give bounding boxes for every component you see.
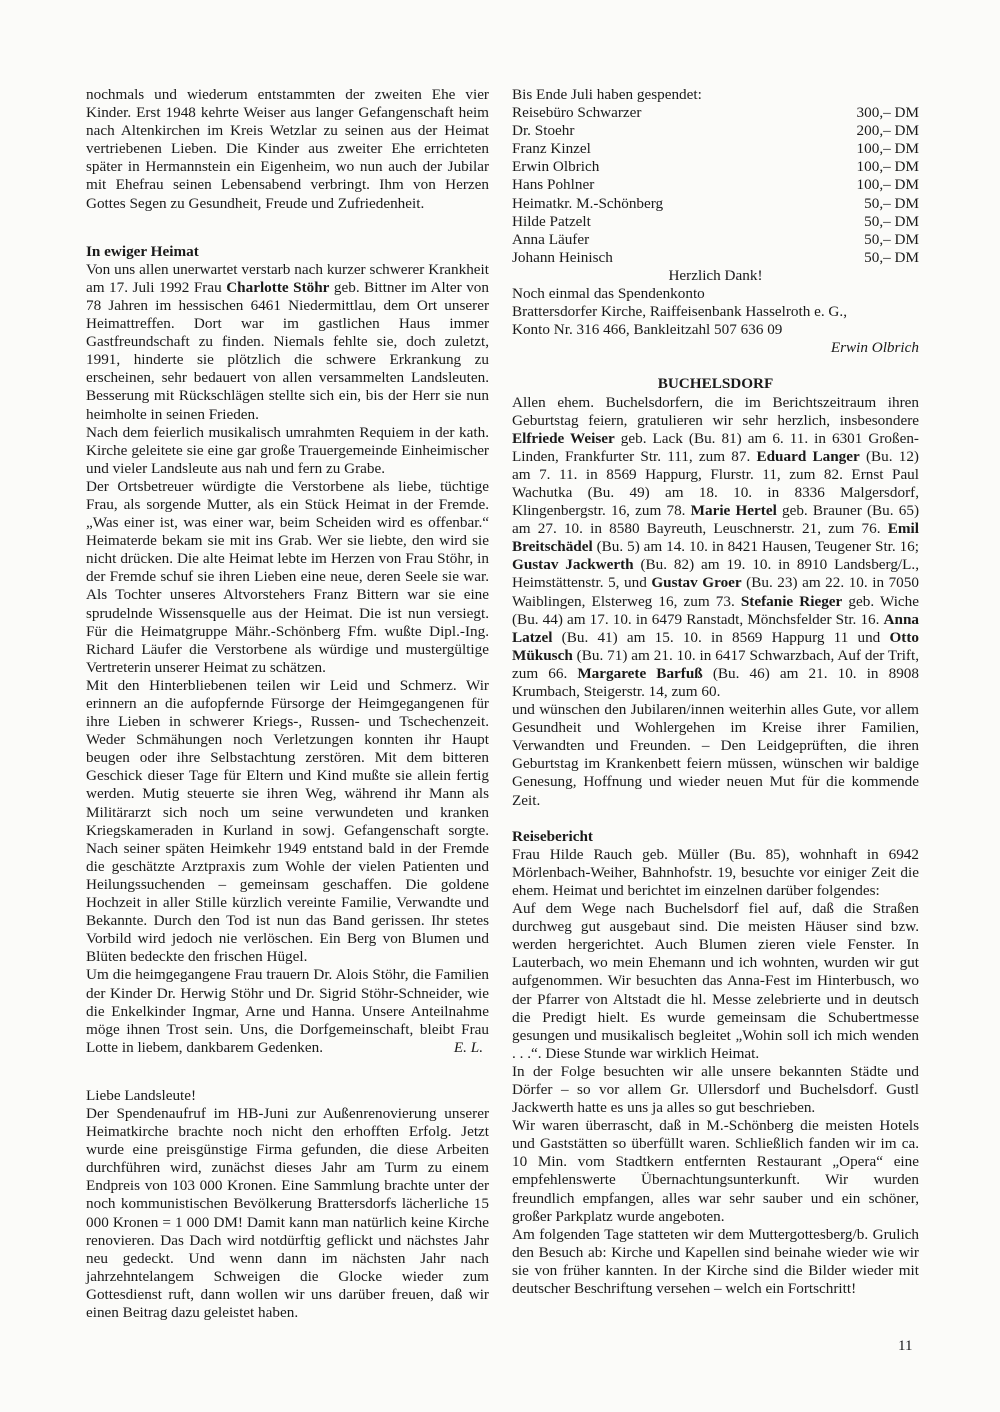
- account-line-2: Brattersdorfer Kirche, Raiffeisenbank Hasselroth e. G.,: [512, 303, 847, 321]
- donor-amount: 200,– DM: [856, 122, 919, 140]
- birthday-name: Otto Mükusch: [512, 628, 919, 664]
- donor-row: [512, 195, 919, 213]
- heading-reisebericht: Reisebericht: [512, 827, 593, 845]
- obituary-paragraph-3: Der Ortsbetreuer würdigte die Verstorbene als liebe, tüchtige Frau, als sorgende Mutter, als ein Stück Heimat in der Fremde. „Was einer ist, was einer war, beim Scheiden wird es offenbar.“ Heimaterde bekam sie mit ins Grab. Wer sie liebte, den wird sie nicht drücken. Die alte Heimat lebte im Herzen von Frau Stöhr, in der Fremde schuf sie ihren Lieben eine neue, deren Seele sie war. Als Tochter unseres Altvorstehers Franz Bittern war sie eine sprudelnde Wissensquelle aus der Heimat. Die ist nun versiegt. Für die Heimatgruppe Mähr.-Schönberg Ffm. wußte Dipl.-Ing. Richard Läufer die Verstorbene als würdige und mustergültige Vertreterin unserer Heimat zu schätzen.: [86, 477, 489, 676]
- donation-appeal-paragraph: Der Spendenaufruf im HB-Juni zur Außenrenovierung unserer Heimatkirche brachte noch nicht den erhofften Erfolg. Jetzt wurde eine preisgünstige Firma gefunden, die diese Arbeiten durchführen wird, zunächst dieses Jahr am Turm zu einem Endpreis von 103 000 Kronen. Eine Sammlung brachte unter der noch kommunistischen Bevölkerung Brattersdorfs lächerliche 15 000 Kronen = 1 000 DM! Damit kann man natürlich keine Kirche renovieren. Das Dach wird notdürftig geflickt und nächstes Jahr neu gedeckt. Und wenn dann im nächsten Jahr nach jahrzehntelangem Schweigen die Glocke wieder zum Gottesdienst ruft, dann wollen wir uns darüber freuen, daß wir einen Beitrag dazu geleistet haben.: [86, 1104, 489, 1321]
- donor-row: [512, 140, 919, 158]
- donors-intro: Bis Ende Juli haben gespendet:: [512, 86, 702, 103]
- travel-paragraph-2: Auf dem Wege nach Buchelsdorf fiel auf, daß die Straßen durchweg gut ausgebaut sind. Die meisten Häuser sind bzw. werden hergerichtet. Auch Blumen zieren viele Fenster. In Lauterbach, wo mein Ehemann und ich wohnten, wurden wir gut aufgenommen. Wir besuchten das Anna-Fest im Hinterbusch, wo der Pfarrer von Altstadt die hl. Messe zelebrierte und in deutsch die Predigt hielt. Es wurde gemeinsam die Schubertmesse gesungen und musikalisch begleitet „Wohin soll ich mich wenden . . .“. Diese Stunde war wirklich Heimat.: [512, 900, 919, 1062]
- donor-row: [512, 158, 919, 176]
- intro-paragraph: nochmals und wiederum entstammten der zweiten Ehe vier Kinder. Erst 1948 kehrte Weiser aus langer Gefangenschaft heim nach Altenkirchen im Kreis Wetzlar zu seinen aus der Heimat vertriebenen Lieben. Die Kinder aus zweiter Ehe errichteten später in Hermannstein ein Eigenheim, wo nun auch der Jubilar mit Ehefrau seinen Lebensabend verbringt. Ihm von Herzen Gottes Segen zu Gesundheit, Freude und Zufriedenheit.: [86, 86, 489, 212]
- page-number: 11: [898, 1338, 913, 1354]
- donor-amount: 300,– DM: [856, 104, 919, 122]
- obituary-paragraph-1: Von uns allen unerwartet verstarb nach kurzer schwerer Krankheit am 17. Juli 1992 Frau Charlotte Stöhr geb. Bittner im Alter von 78 Jahren im hessischen 6461 Niedermittlau, dem Ort unserer Heimattreffen. Dort war im gastlichen Haus immer Gastfreundschaft zu finden. Niemals fehlte sie, doch zuletzt, 1991, hinderte sie plötzlich die schwere Erkrankung zu erscheinen, sehr bedauert von allen versammelten Landsleuten. Besserung mit Rückschlägen stellte sich ein, bis der Herr sie nun heimholte in seinen Frieden.: [86, 260, 489, 423]
- donor-list: [512, 104, 919, 267]
- travel-paragraph-1: Frau Hilde Rauch geb. Müller (Bu. 85), wohnhaft in 6942 Mörlenbach-Weiher, Bahnhofstr. 19, besuchte vor einiger Zeit die ehem. Heimat und berichtet im einzelnen darüber folgendes:: [512, 845, 919, 899]
- heading-in-ewiger-heimat: In ewiger Heimat: [86, 242, 199, 260]
- donor-row: [512, 122, 919, 140]
- name-charlotte-stoehr: Charlotte Stöhr: [226, 278, 330, 296]
- birthday-closing: und wünschen den Jubilaren/innen weiterhin alles Gute, vor allem Gesundheit und Wohlergehen im Kreise ihrer Familien, Verwandten und Freunden. – Den Leidgeprüften, die ihren Geburtstag im Krankenbett feiern müssen, wünschen wir baldige Genesung, Hoffnung und wieder neuen Mut für die kommende Zeit.: [512, 701, 919, 809]
- donor-name: Erwin Olbrich: [512, 158, 600, 176]
- donor-amount: 50,– DM: [864, 230, 919, 248]
- birthday-name: Emil Breitschädel: [512, 520, 919, 556]
- travel-paragraph-4: Wir waren überrascht, daß in M.-Schönberg die meisten Hotels und Gaststätten so überfüllt waren. Schließlich fanden wir im ca. 10 Min. vom Stadtkern entfernten Restaurant „Opera“ eine empfehlenswerte Übernachtungsunterkunft. Wir wurden freundlich empfangen, alles war sehr sauber und ein schöner, großer Parkplatz wurde angeboten.: [512, 1117, 919, 1225]
- donor-amount: 50,– DM: [864, 212, 919, 230]
- donor-row: [512, 249, 919, 267]
- obituary-paragraph-4: Mit den Hinterbliebenen teilen wir Leid und Schmerz. Wir erinnern an die aufopfernde Fürsorge der Heimgegangenen für ihre Lieben in schwerer Kriegs-, Russen- und Tschechenzeit. Weder Schmähungen noch Verletzungen konnten ihr Haupt beugen oder ihre Selbstachtung zerstören. Mit dem bitteren Geschick dieser Tage für Eltern und Kind mußte sie allein fertig werden. Mutig steuerte sie ihren Weg, während ihr Mann als Militärarzt sich noch um seine verwundeten und kranken Kriegskameraden in Kurland in sowj. Gefangenschaft sorgte. Nach seiner späten Heimkehr 1949 entstand bald in der Fremde die geschätzte Arztpraxis zum Wohle der vielen Patienten und Heilungssuchenden – gemeinsam geschaffen. Die goldene Hochzeit in aller Stille kürzlich vereinte Familie, Verwandte und Bekannte. Durch den Tod ist nun das Band gerissen. Ihr stetes Vorbild wird jedoch nie verlöschen. Ein Berg von Blumen und Blüten bedeckte den frischen Hügel.: [86, 676, 489, 966]
- birthday-name: Gustav Groer: [651, 574, 742, 592]
- travel-paragraph-5: Am folgenden Tage statteten wir dem Muttergottesberg/b. Grulich den Besuch ab: Kirche und Kapellen sind beinahe wieder wie wir sie von früher kannten. In der Kirche sind die Bilder wieder mit deutscher Beschriftung versehen – welch ein Fortschritt!: [512, 1225, 919, 1297]
- birthday-paragraph: Allen ehem. Buchelsdorfern, die im Berichtszeitraum ihren Geburtstag feiern, gratulieren wir sehr herzlich, insbesondere Elfriede Weiser geb. Lack (Bu. 81) am 6. 11. in 6301 Großen-Linden, Frankfurter Str. 111, zum 87. Eduard Langer (Bu. 12) am 7. 11. in 8569 Happurg, Flurstr. 11, zum 82. Ernst Paul Wachutka (Bu. 49) am 18. 10. in 8336 Malgersdorf, Klingenbergstr. 16, zum 78. Marie Hertel geb. Brauner (Bu. 65) am 27. 10. in 8580 Bayreuth, Leuschnerstr. 21, zum 76. Emil Breitschädel (Bu. 5) am 14. 10. in 8421 Hausen, Teugener Str. 16; Gustav Jackwerth (Bu. 82) am 19. 10. in 8910 Landsberg/L., Heimstättenstr. 5, und Gustav Groer (Bu. 23) am 22. 10. in 7050 Waiblingen, Elsterweg 16, zum 73. Stefanie Rieger geb. Wiche (Bu. 44) am 17. 10. in 6479 Ranstadt, Mönchsfelder Str. 16. Anna Latzel (Bu. 41) am 15. 10. in 8569 Happurg 11 und Otto Mükusch (Bu. 71) am 21. 10. in 6417 Schwarzbach, Auf der Trift, zum 66. Margarete Barfuß (Bu. 46) am 21. 10. in 8908 Krumbach, Steigerstr. 14, zum 60.: [512, 393, 920, 700]
- right-column: [512, 86, 919, 1298]
- donor-row: [512, 213, 919, 231]
- obituary-paragraph-2: Nach dem feierlich musikalisch umrahmten Requiem in der kath. Kirche geleitete sie eine gar große Trauergemeinde Einheimischer und vieler Landsleute aus nah und fern zu Grabe.: [86, 423, 489, 477]
- donor-name: Reisebüro Schwarzer: [512, 104, 642, 122]
- birthday-name: Marie Hertel: [690, 502, 777, 520]
- birthday-name: Stefanie Rieger: [740, 592, 843, 610]
- greeting: Liebe Landsleute!: [86, 1086, 197, 1104]
- donor-name: Anna Läufer: [512, 230, 590, 248]
- birthday-name: Eduard Langer: [756, 447, 860, 465]
- birthday-name: Gustav Jackwerth: [512, 556, 634, 574]
- donor-name: Franz Kinzel: [512, 140, 591, 158]
- donor-amount: 50,– DM: [864, 248, 919, 266]
- birthday-name: Elfriede Weiser: [512, 429, 615, 447]
- thanks-line: Herzlich Dank!: [668, 266, 763, 284]
- heading-buchelsdorf: BUCHELSDORF: [657, 375, 774, 393]
- birthday-name: Margarete Barfuß: [577, 664, 703, 682]
- obituary-paragraph-5: Um die heimgegangene Frau trauern Dr. Alois Stöhr, die Familien der Kinder Dr. Herwig Stöhr und Dr. Sigrid Stöhr-Schneider, wie die Enkelkinder Ingmar, Arne und Hanna. Unsere Anteilnahme möge ihnen Trost sein. Uns, die Dorfgemeinschaft, bleibt Frau Lotte in liebem, dankbarem Gedenken. E. L.: [86, 966, 489, 1056]
- donor-amount: 100,– DM: [856, 140, 919, 158]
- donor-amount: 50,– DM: [864, 194, 919, 212]
- signature-erwin-olbrich: Erwin Olbrich: [830, 339, 919, 357]
- donor-name: Hans Pohlner: [512, 176, 595, 194]
- donor-amount: 100,– DM: [856, 176, 919, 194]
- donor-amount: 100,– DM: [856, 158, 919, 176]
- donor-name: Dr. Stoehr: [512, 122, 575, 140]
- donor-row: [512, 104, 919, 122]
- donor-name: Heimatkr. M.-Schönberg: [512, 194, 664, 212]
- account-line-1: Noch einmal das Spendenkonto: [512, 285, 705, 303]
- donor-name: Johann Heinisch: [512, 248, 613, 266]
- birthday-name: Anna Latzel: [512, 610, 919, 646]
- left-column: [86, 86, 489, 1322]
- donor-row: [512, 176, 919, 194]
- donor-name: Hilde Patzelt: [512, 212, 591, 230]
- account-line-3: Konto Nr. 316 466, Bankleitzahl 507 636 09: [512, 321, 783, 339]
- travel-paragraph-3: In der Folge besuchten wir alle unsere bekannten Städte und Dörfer – so vor allem Gr. Ullersdorf und Buchelsdorf. Gustl Jackwerth hatte es uns ja alles so gut beschrieben.: [512, 1062, 919, 1117]
- signature-el: E. L.: [453, 1038, 483, 1056]
- donor-row: [512, 231, 919, 249]
